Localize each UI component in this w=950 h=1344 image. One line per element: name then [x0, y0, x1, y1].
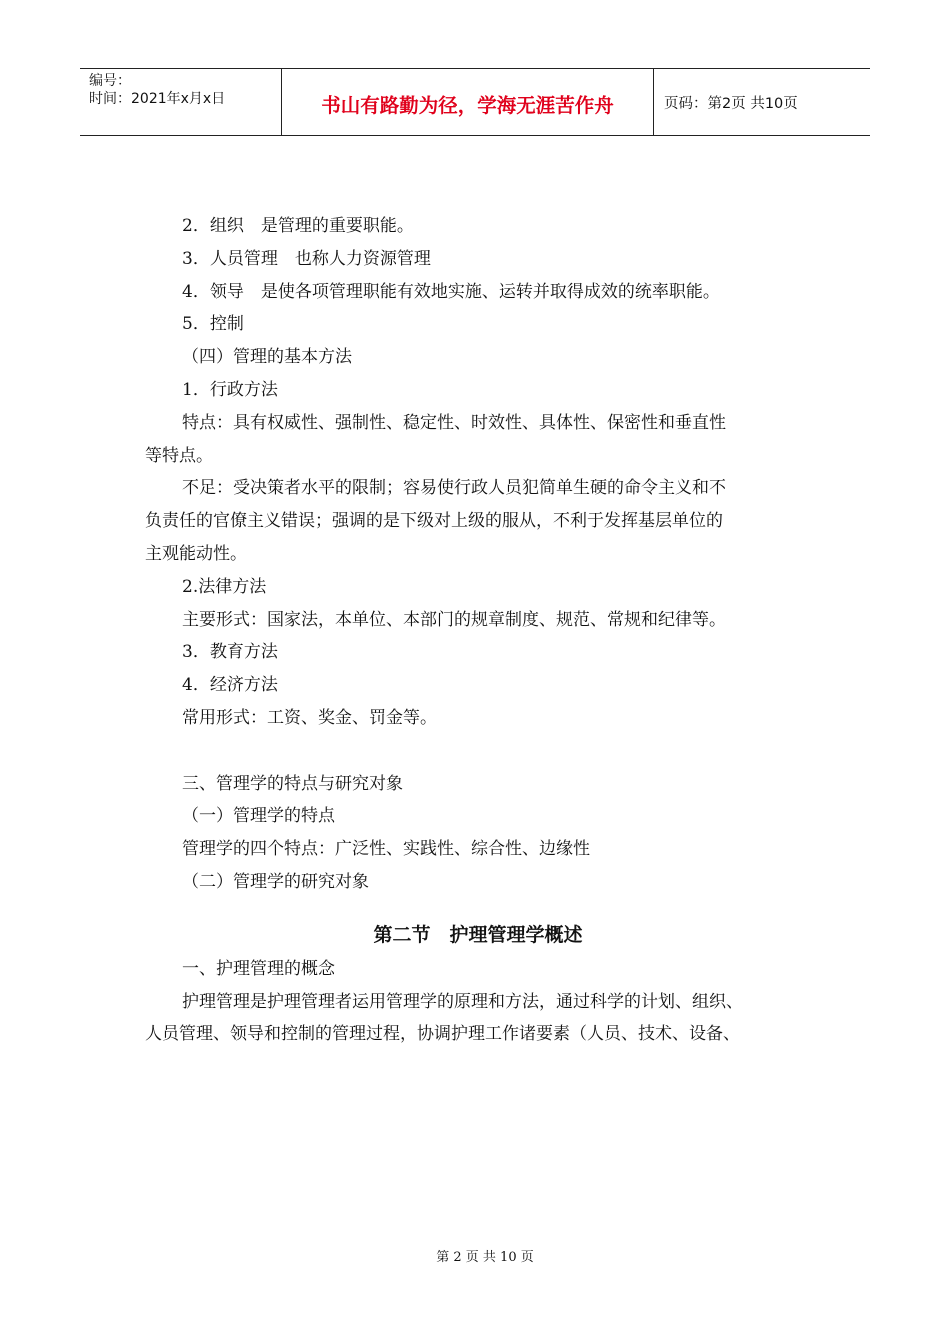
subsection-heading: （四）管理的基本方法	[182, 347, 352, 368]
paragraph-line: 2.法律方法	[182, 576, 267, 597]
paragraph-line: 主要形式：国家法，本单位、本部门的规章制度、规范、常规和纪律等。	[182, 609, 726, 630]
paragraph-line: 护理管理是护理管理者运用管理学的原理和方法，通过科学的计划、组织、	[182, 991, 743, 1012]
page-footer: 第 2 页 共 10 页	[436, 1250, 534, 1265]
paragraph-line: 管理学的四个特点：广泛性、实践性、综合性、边缘性	[182, 839, 590, 860]
paragraph-line: 4．领导 是使各项管理职能有效地实施、运转并取得成效的统率职能。	[182, 281, 720, 302]
paragraph-line: 主观能动性。	[145, 543, 247, 564]
document-header	[80, 68, 870, 136]
section-heading: 三、管理学的特点与研究对象	[182, 773, 403, 794]
paragraph-line: 2．组织 是管理的重要职能。	[182, 216, 414, 236]
paragraph-line: 1．行政方法	[182, 379, 278, 400]
header-motto: 书山有路勤为径，学海无涯苦作舟	[282, 69, 654, 135]
header-page-info: 页码：第2页 共10页	[664, 96, 798, 112]
document-number-label: 编号：	[89, 73, 131, 89]
paragraph-line: 3．人员管理 也称人力资源管理	[182, 248, 431, 269]
header-meta	[80, 69, 282, 135]
paragraph-line: 等特点。	[145, 445, 213, 466]
paragraph-line: 负责任的官僚主义错误；强调的是下级对上级的服从，不利于发挥基层单位的	[145, 511, 723, 532]
paragraph-line: 3．教育方法	[182, 642, 278, 663]
paragraph-line: 常用形式：工资、奖金、罚金等。	[182, 707, 437, 728]
section-heading: 一、护理管理的概念	[182, 958, 335, 979]
paragraph-line: 不足：受决策者水平的限制；容易使行政人员犯简单生硬的命令主义和不	[182, 478, 726, 499]
paragraph-line: 5．控制	[182, 314, 244, 335]
section-title: 第二节 护理管理学概述	[373, 923, 583, 946]
subsection-heading: （二）管理学的研究对象	[182, 871, 369, 892]
paragraph-line: 特点：具有权威性、强制性、稳定性、时效性、具体性、保密性和垂直性	[182, 412, 726, 433]
subsection-heading: （一）管理学的特点	[182, 806, 335, 827]
paragraph-line: 4．经济方法	[182, 675, 278, 696]
blank-line	[145, 735, 805, 768]
document-date: 时间：2021年x月x日	[89, 91, 226, 107]
paragraph-line: 人员管理、领导和控制的管理过程，协调护理工作诸要素（人员、技术、设备、	[145, 1024, 740, 1045]
document-body	[145, 210, 805, 1051]
